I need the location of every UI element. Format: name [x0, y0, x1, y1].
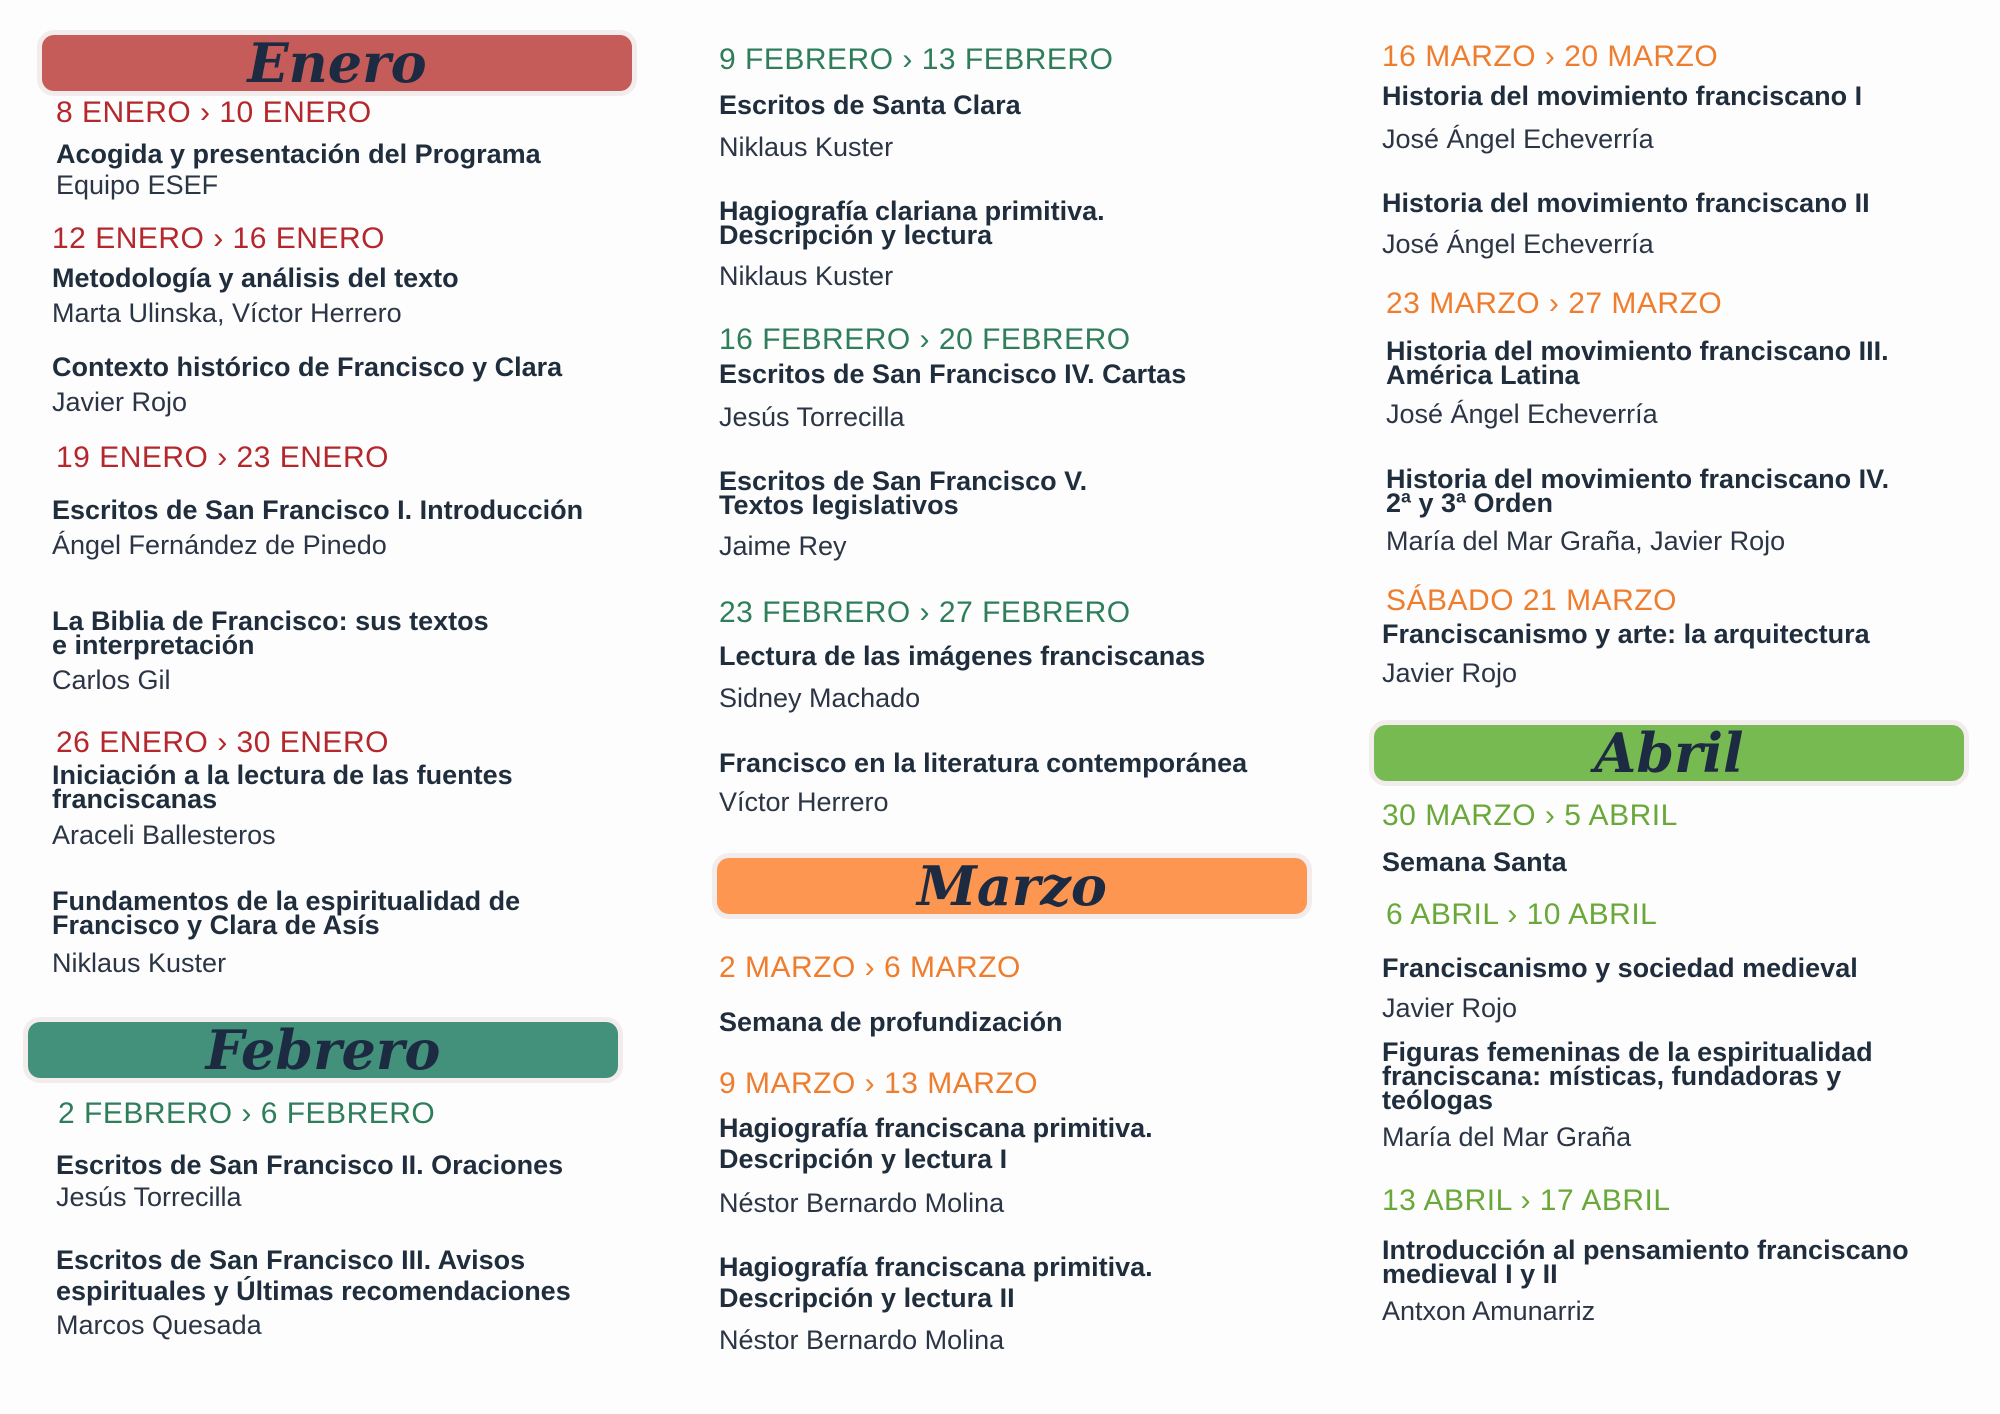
course-author: Jaime Rey [719, 531, 847, 561]
course-author: Marta Ulinska, Víctor Herrero [52, 298, 402, 328]
course-title-line: medieval I y II [1382, 1259, 1558, 1289]
course-title: Semana Santa [1382, 847, 1567, 877]
month-header-abril: Abril [1374, 725, 1964, 781]
course-author: José Ángel Echeverría [1382, 229, 1654, 259]
course-title-line: 2ª y 3ª Orden [1386, 488, 1554, 518]
course-title [52, 606, 489, 660]
course-author: María del Mar Graña, Javier Rojo [1386, 526, 1786, 556]
course-author: Equipo ESEF [56, 170, 219, 200]
course-title-line: franciscanas [52, 784, 218, 814]
month-header-enero: Enero [42, 35, 632, 91]
course-author: Víctor Herrero [719, 787, 889, 817]
course-title: Acogida y presentación del Programa [56, 139, 541, 169]
course-author: Javier Rojo [52, 387, 188, 417]
date-range: 19 ENERO › 23 ENERO [56, 441, 389, 474]
course-title-line: Hagiografía clariana primitiva. [719, 196, 1105, 226]
course-title: Historia del movimiento franciscano II [1382, 188, 1870, 218]
course-title-line: Francisco y Clara de Asís [52, 910, 380, 940]
course-title-line: Historia del movimiento franciscano IV. [1386, 464, 1890, 494]
course-title: Escritos de San Francisco I. Introducción [52, 495, 584, 525]
course-author: José Ángel Echeverría [1386, 399, 1658, 429]
course-author: Niklaus Kuster [52, 948, 227, 978]
course-title: Metodología y análisis del texto [52, 263, 459, 293]
course-title [1382, 1037, 1873, 1115]
course-title: Franciscanismo y arte: la arquitectura [1382, 619, 1870, 649]
date-range: 26 ENERO › 30 ENERO [56, 726, 389, 759]
course-title-line: La Biblia de Francisco: sus textos [52, 606, 489, 636]
course-title [719, 1252, 1153, 1314]
course-title: Semana de profundización [719, 1007, 1063, 1037]
course-title: Franciscanismo y sociedad medieval [1382, 953, 1858, 983]
course-author: Javier Rojo [1382, 658, 1518, 688]
course-title: Lectura de las imágenes franciscanas [719, 641, 1206, 671]
course-title-line: Escritos de San Francisco III. Avisos [56, 1245, 526, 1275]
course-author: Javier Rojo [1382, 993, 1518, 1023]
date-range: 16 FEBRERO › 20 FEBRERO [719, 323, 1131, 356]
date-range: 16 MARZO › 20 MARZO [1382, 40, 1719, 73]
course-title-line: Escritos de San Francisco V. [719, 466, 1088, 496]
course-title [52, 886, 521, 940]
course-title-line: Historia del movimiento franciscano III. [1386, 336, 1889, 366]
course-author: María del Mar Graña [1382, 1122, 1632, 1152]
course-author: Néstor Bernardo Molina [719, 1325, 1005, 1355]
date-range: 9 FEBRERO › 13 FEBRERO [719, 43, 1114, 76]
course-title-line: Descripción y lectura II [719, 1283, 1015, 1313]
course-title-line: Iniciación a la lectura de las fuentes [52, 760, 513, 790]
course-title-line: franciscana: místicas, fundadoras y [1382, 1061, 1842, 1091]
course-title: Escritos de San Francisco IV. Cartas [719, 359, 1187, 389]
course-title-line: Descripción y lectura I [719, 1144, 1008, 1174]
course-title-line: Introducción al pensamiento franciscano [1382, 1235, 1909, 1265]
month-header-marzo: Marzo [717, 858, 1307, 914]
course-title: Contexto histórico de Francisco y Clara [52, 352, 563, 382]
course-author: José Ángel Echeverría [1382, 124, 1654, 154]
date-range: SÁBADO 21 MARZO [1386, 584, 1677, 617]
course-title-line: teólogas [1382, 1085, 1494, 1115]
course-author: Araceli Ballesteros [52, 820, 276, 850]
course-title: Historia del movimiento franciscano I [1382, 81, 1863, 111]
course-title [719, 466, 1088, 520]
date-range: 6 ABRIL › 10 ABRIL [1386, 898, 1658, 931]
course-title-line: Hagiografía franciscana primitiva. [719, 1113, 1153, 1143]
date-range: 2 FEBRERO › 6 FEBRERO [58, 1097, 436, 1130]
date-range: 13 ABRIL › 17 ABRIL [1382, 1184, 1671, 1217]
course-title: Escritos de Santa Clara [719, 90, 1021, 120]
date-range: 23 FEBRERO › 27 FEBRERO [719, 596, 1131, 629]
course-title [719, 1113, 1153, 1175]
course-title-line: espirituales y Últimas recomendaciones [56, 1276, 571, 1306]
course-title [1386, 336, 1889, 390]
course-author: Jesús Torrecilla [56, 1182, 242, 1212]
course-author: Jesús Torrecilla [719, 402, 905, 432]
date-range: 9 MARZO › 13 MARZO [719, 1067, 1039, 1100]
course-title [1382, 1235, 1909, 1289]
course-title: Escritos de San Francisco II. Oraciones [56, 1150, 564, 1180]
course-author: Sidney Machado [719, 683, 921, 713]
course-title-line: Textos legislativos [719, 490, 959, 520]
course-title [1386, 464, 1890, 518]
date-range: 23 MARZO › 27 MARZO [1386, 287, 1723, 320]
course-title-line: Figuras femeninas de la espiritualidad [1382, 1037, 1873, 1067]
course-title [52, 760, 513, 814]
course-title [56, 1245, 571, 1307]
course-author: Carlos Gil [52, 665, 171, 695]
course-title-line: América Latina [1386, 360, 1580, 390]
course-title-line: Hagiografía franciscana primitiva. [719, 1252, 1153, 1282]
course-title-line: e interpretación [52, 630, 255, 660]
course-author: Marcos Quesada [56, 1310, 262, 1340]
course-author: Ángel Fernández de Pinedo [52, 530, 387, 560]
date-range: 2 MARZO › 6 MARZO [719, 951, 1021, 984]
month-header-febrero: Febrero [28, 1022, 618, 1078]
course-author: Antxon Amunarriz [1382, 1296, 1596, 1326]
date-range: 30 MARZO › 5 ABRIL [1382, 799, 1678, 832]
course-author: Néstor Bernardo Molina [719, 1188, 1005, 1218]
date-range: 8 ENERO › 10 ENERO [56, 96, 372, 129]
date-range: 12 ENERO › 16 ENERO [52, 222, 385, 255]
course-title-line: Descripción y lectura [719, 220, 993, 250]
course-title [719, 196, 1105, 250]
course-author: Niklaus Kuster [719, 132, 894, 162]
course-title: Francisco en la literatura contemporánea [719, 748, 1248, 778]
course-author: Niklaus Kuster [719, 261, 894, 291]
course-title-line: Fundamentos de la espiritualidad de [52, 886, 521, 916]
